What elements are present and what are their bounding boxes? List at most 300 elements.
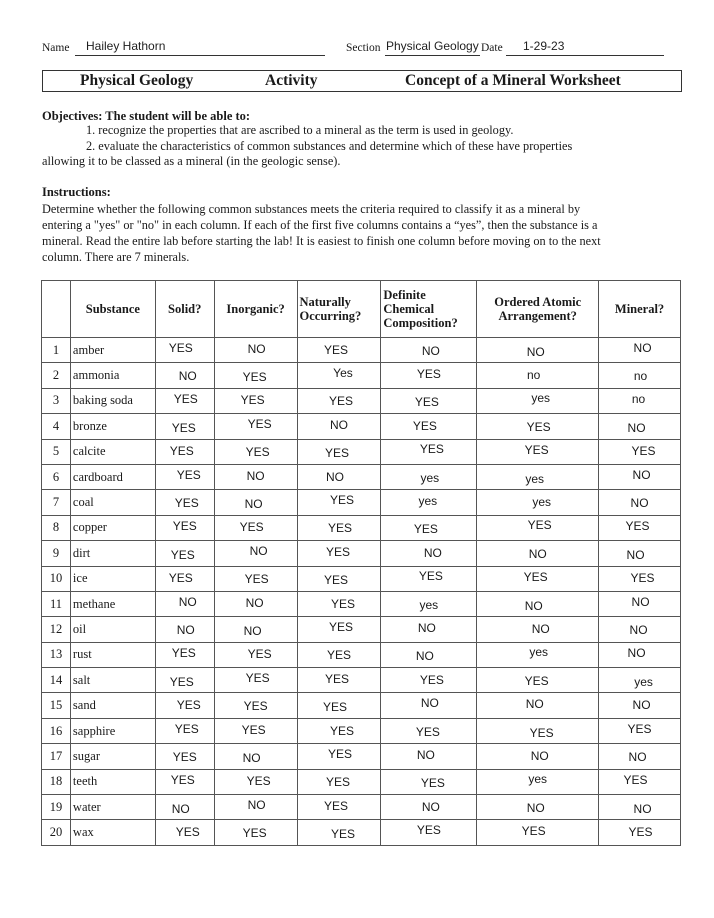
answer-solid: YES (168, 571, 193, 586)
answer-naturally-occurring: Yes (333, 366, 353, 381)
answer-cell-naturally-occurring[interactable] (297, 363, 381, 388)
answer-solid: YES (170, 547, 195, 562)
answer-cell-mineral[interactable] (599, 820, 681, 845)
answer-cell-definite-composition[interactable] (381, 718, 477, 743)
answer-cell-solid[interactable] (155, 439, 214, 464)
row-number: 20 (42, 820, 71, 845)
answer-inorganic: NO (244, 497, 263, 512)
answer-cell-mineral[interactable] (599, 591, 681, 616)
answer-cell-inorganic[interactable] (214, 414, 297, 439)
answer-cell-inorganic[interactable] (214, 617, 297, 642)
answer-definite-composition: NO (415, 649, 434, 664)
answer-inorganic: YES (247, 647, 272, 662)
answer-definite-composition: yes (420, 470, 440, 485)
answer-cell-ordered-arrangement[interactable] (477, 464, 599, 489)
answer-cell-inorganic[interactable] (214, 668, 297, 693)
answer-ordered-arrangement: NO (525, 697, 544, 712)
answer-inorganic: YES (246, 774, 271, 789)
table-row (42, 642, 681, 667)
answer-naturally-occurring: YES (326, 648, 351, 663)
answer-cell-definite-composition[interactable] (381, 464, 477, 489)
substance-name: wax (70, 820, 155, 845)
answer-cell-naturally-occurring[interactable] (297, 388, 381, 413)
answer-cell-definite-composition[interactable] (381, 414, 477, 439)
answer-ordered-arrangement: NO (526, 344, 545, 359)
answer-cell-mineral[interactable] (599, 668, 681, 693)
answer-solid: NO (178, 369, 197, 384)
answer-inorganic: YES (242, 370, 267, 385)
answer-mineral: NO (630, 496, 649, 511)
table-row (42, 769, 681, 794)
instructions-line-3: mineral. Read the entire lab before starting the lab! It is easiest to finish one column before moving on to the next (42, 234, 601, 248)
header-inorganic: Inorganic? (214, 281, 297, 338)
answer-naturally-occurring: YES (322, 700, 347, 715)
answer-mineral: NO (626, 547, 645, 562)
substance-name: teeth (70, 769, 155, 794)
answer-definite-composition: NO (420, 696, 439, 711)
answer-ordered-arrangement: YES (521, 824, 546, 839)
answer-cell-inorganic[interactable] (214, 388, 297, 413)
row-number: 4 (42, 414, 71, 439)
row-number: 16 (42, 718, 71, 743)
answer-cell-ordered-arrangement[interactable] (477, 363, 599, 388)
answer-cell-ordered-arrangement[interactable] (477, 820, 599, 845)
answer-cell-mineral[interactable] (599, 718, 681, 743)
answer-solid: NO (171, 801, 190, 816)
substance-name: sand (70, 693, 155, 718)
answer-cell-definite-composition[interactable] (381, 617, 477, 642)
answer-cell-solid[interactable] (155, 744, 214, 769)
answer-cell-definite-composition[interactable] (381, 668, 477, 693)
answer-cell-ordered-arrangement[interactable] (477, 744, 599, 769)
answer-mineral: NO (628, 749, 647, 764)
table-body (42, 338, 681, 846)
answer-naturally-occurring: NO (329, 417, 348, 432)
title-course: Physical Geology (80, 72, 194, 89)
answer-cell-mineral[interactable] (599, 464, 681, 489)
answer-cell-ordered-arrangement[interactable] (477, 795, 599, 820)
answer-cell-definite-composition[interactable] (381, 591, 477, 616)
answer-cell-naturally-occurring[interactable] (297, 439, 381, 464)
row-number: 6 (42, 464, 71, 489)
answer-ordered-arrangement: YES (523, 570, 548, 585)
answer-cell-naturally-occurring[interactable] (297, 820, 381, 845)
table-row (42, 820, 681, 845)
answer-naturally-occurring: YES (330, 596, 355, 611)
answer-cell-solid[interactable] (155, 338, 214, 363)
answer-cell-ordered-arrangement[interactable] (477, 668, 599, 693)
answer-definite-composition: YES (420, 776, 445, 791)
answer-definite-composition: YES (412, 418, 437, 433)
row-number: 13 (42, 642, 71, 667)
answer-solid: YES (175, 825, 200, 840)
table-row (42, 541, 681, 566)
row-number: 5 (42, 439, 71, 464)
answer-naturally-occurring: YES (329, 723, 354, 738)
answer-inorganic: YES (241, 722, 266, 737)
answer-inorganic: YES (243, 699, 268, 714)
answer-inorganic: NO (247, 797, 266, 812)
answer-mineral: YES (623, 773, 648, 788)
substance-name: ice (70, 566, 155, 591)
answer-cell-definite-composition[interactable] (381, 490, 477, 515)
instructions-line-1: Determine whether the following common substances meets the criteria required to classify it as a mineral by (42, 202, 581, 216)
answer-naturally-occurring: NO (325, 469, 344, 484)
answer-cell-inorganic[interactable] (214, 566, 297, 591)
substance-name: salt (70, 668, 155, 693)
substance-name: baking soda (70, 388, 155, 413)
answer-cell-mineral[interactable] (599, 414, 681, 439)
answer-solid: YES (174, 496, 199, 511)
header-definite-composition: Definite Chemical Composition? (381, 281, 477, 338)
answer-inorganic: NO (247, 341, 266, 356)
answer-cell-solid[interactable] (155, 642, 214, 667)
answer-cell-naturally-occurring[interactable] (297, 668, 381, 693)
answer-mineral: NO (633, 801, 652, 816)
answer-definite-composition: YES (413, 522, 438, 537)
answer-inorganic: YES (247, 416, 272, 431)
row-number: 15 (42, 693, 71, 718)
answer-inorganic: NO (245, 595, 264, 610)
header-naturally-occurring: Naturally Occurring? (297, 281, 381, 338)
row-number: 12 (42, 617, 71, 642)
answer-solid: YES (172, 749, 197, 764)
answer-cell-definite-composition[interactable] (381, 693, 477, 718)
instructions-heading: Instructions: (42, 185, 111, 199)
answer-ordered-arrangement: yes (528, 772, 548, 787)
answer-cell-mineral[interactable] (599, 439, 681, 464)
answer-mineral: NO (631, 594, 650, 609)
answer-cell-ordered-arrangement[interactable] (477, 414, 599, 439)
answer-mineral: NO (632, 698, 651, 713)
table-row (42, 338, 681, 363)
answer-cell-definite-composition[interactable] (381, 541, 477, 566)
answer-cell-ordered-arrangement[interactable] (477, 388, 599, 413)
answer-cell-solid[interactable] (155, 820, 214, 845)
answer-naturally-occurring: YES (328, 394, 353, 409)
answer-mineral: NO (627, 420, 646, 435)
answer-inorganic: NO (242, 750, 261, 765)
answer-cell-mineral[interactable] (599, 744, 681, 769)
answer-mineral: YES (625, 519, 650, 534)
answer-cell-ordered-arrangement[interactable] (477, 642, 599, 667)
answer-cell-inorganic[interactable] (214, 464, 297, 489)
answer-solid: YES (169, 674, 194, 689)
answer-cell-ordered-arrangement[interactable] (477, 515, 599, 540)
answer-naturally-occurring: YES (325, 775, 350, 790)
answer-cell-mineral[interactable] (599, 769, 681, 794)
answer-definite-composition: YES (415, 724, 440, 739)
name-field[interactable]: Hailey Hathorn (86, 39, 166, 53)
table-row (42, 591, 681, 616)
answer-definite-composition: YES (416, 367, 441, 382)
answer-cell-solid[interactable] (155, 617, 214, 642)
row-number: 19 (42, 795, 71, 820)
answer-cell-inorganic[interactable] (214, 642, 297, 667)
answer-naturally-occurring: YES (327, 521, 352, 536)
answer-cell-naturally-occurring[interactable] (297, 617, 381, 642)
answer-inorganic: YES (245, 670, 270, 685)
table-row (42, 566, 681, 591)
answer-solid: YES (171, 420, 196, 435)
answer-cell-mineral[interactable] (599, 617, 681, 642)
answer-cell-ordered-arrangement[interactable] (477, 769, 599, 794)
answer-cell-definite-composition[interactable] (381, 363, 477, 388)
answer-cell-solid[interactable] (155, 693, 214, 718)
answer-cell-solid[interactable] (155, 388, 214, 413)
answer-inorganic: NO (249, 543, 268, 558)
objectives-heading: Objectives: The student will be able to: (42, 109, 251, 123)
answer-cell-inorganic[interactable] (214, 718, 297, 743)
answer-cell-inorganic[interactable] (214, 744, 297, 769)
answer-cell-solid[interactable] (155, 795, 214, 820)
answer-solid: YES (170, 773, 195, 788)
answer-mineral: YES (628, 825, 653, 840)
answer-cell-naturally-occurring[interactable] (297, 515, 381, 540)
answer-cell-inorganic[interactable] (214, 439, 297, 464)
row-number: 1 (42, 338, 71, 363)
answer-definite-composition: YES (418, 569, 443, 584)
title-worksheet: Concept of a Mineral Worksheet (405, 72, 621, 89)
instructions-line-4: column. There are 7 minerals. (42, 250, 190, 264)
answer-cell-definite-composition[interactable] (381, 515, 477, 540)
answer-solid: YES (176, 698, 201, 713)
answer-naturally-occurring: YES (329, 493, 354, 508)
answer-cell-naturally-occurring[interactable] (297, 642, 381, 667)
answer-cell-mineral[interactable] (599, 515, 681, 540)
answer-cell-mineral[interactable] (599, 490, 681, 515)
answer-ordered-arrangement: NO (530, 748, 549, 763)
answer-cell-naturally-occurring[interactable] (297, 693, 381, 718)
answer-definite-composition: YES (414, 395, 439, 410)
substance-name: amber (70, 338, 155, 363)
answer-cell-inorganic[interactable] (214, 591, 297, 616)
substance-name: calcite (70, 439, 155, 464)
answer-cell-inorganic[interactable] (214, 820, 297, 845)
answer-solid: NO (176, 622, 195, 637)
answer-cell-ordered-arrangement[interactable] (477, 617, 599, 642)
name-label: Name (42, 42, 70, 54)
date-field[interactable]: 1-29-23 (523, 39, 565, 53)
table-row (42, 388, 681, 413)
answer-cell-naturally-occurring[interactable] (297, 464, 381, 489)
answer-cell-naturally-occurring[interactable] (297, 566, 381, 591)
answer-cell-naturally-occurring[interactable] (297, 414, 381, 439)
answer-mineral: YES (627, 721, 652, 736)
answer-cell-mineral[interactable] (599, 338, 681, 363)
answer-ordered-arrangement: YES (526, 419, 551, 434)
substance-name: ammonia (70, 363, 155, 388)
answer-inorganic: NO (243, 623, 262, 638)
answer-cell-ordered-arrangement[interactable] (477, 718, 599, 743)
answer-cell-inorganic[interactable] (214, 769, 297, 794)
row-number: 7 (42, 490, 71, 515)
answer-naturally-occurring: YES (323, 573, 348, 588)
answer-naturally-occurring: YES (324, 446, 349, 461)
answer-mineral: NO (627, 646, 646, 661)
answer-mineral: NO (629, 622, 648, 637)
answer-cell-definite-composition[interactable] (381, 388, 477, 413)
answer-cell-ordered-arrangement[interactable] (477, 591, 599, 616)
answer-solid: YES (171, 646, 196, 661)
answer-solid: YES (169, 444, 194, 459)
answer-cell-definite-composition[interactable] (381, 566, 477, 591)
header-mineral: Mineral? (599, 281, 681, 338)
answer-cell-definite-composition[interactable] (381, 338, 477, 363)
row-number: 8 (42, 515, 71, 540)
objective-1: 1. recognize the properties that are ascribed to a mineral as the term is used in geology. (86, 123, 514, 137)
header-solid: Solid? (155, 281, 214, 338)
answer-cell-solid[interactable] (155, 414, 214, 439)
answer-definite-composition: yes (418, 494, 438, 509)
answer-definite-composition: NO (416, 747, 435, 762)
answer-mineral: YES (631, 444, 656, 459)
answer-inorganic: YES (245, 445, 270, 460)
answer-ordered-arrangement: YES (524, 443, 549, 458)
answer-ordered-arrangement: NO (528, 546, 547, 561)
answer-ordered-arrangement: NO (526, 800, 545, 815)
substance-name: methane (70, 591, 155, 616)
answer-mineral: NO (633, 340, 652, 355)
answer-cell-solid[interactable] (155, 566, 214, 591)
answer-cell-inorganic[interactable] (214, 363, 297, 388)
row-number: 2 (42, 363, 71, 388)
section-label: Section (346, 42, 381, 54)
table-row (42, 515, 681, 540)
answer-solid: YES (174, 721, 199, 736)
answer-cell-solid[interactable] (155, 769, 214, 794)
objective-2: 2. evaluate the characteristics of common substances and determine which of these have properties (86, 139, 573, 153)
answer-cell-inorganic[interactable] (214, 693, 297, 718)
answer-naturally-occurring: YES (323, 342, 348, 357)
answer-definite-composition: NO (421, 799, 440, 814)
answer-cell-solid[interactable] (155, 541, 214, 566)
mineral-table (41, 280, 681, 846)
answer-cell-mineral[interactable] (599, 795, 681, 820)
answer-cell-solid[interactable] (155, 591, 214, 616)
substance-name: rust (70, 642, 155, 667)
answer-definite-composition: NO (421, 343, 440, 358)
answer-naturally-occurring: YES (325, 544, 350, 559)
answer-definite-composition: YES (419, 442, 444, 457)
answer-mineral: no (633, 369, 648, 384)
answer-ordered-arrangement: yes (532, 495, 552, 510)
answer-cell-naturally-occurring[interactable] (297, 795, 381, 820)
answer-cell-mineral[interactable] (599, 642, 681, 667)
answer-ordered-arrangement: no (527, 368, 541, 383)
answer-cell-definite-composition[interactable] (381, 744, 477, 769)
answer-solid: NO (178, 594, 197, 609)
answer-cell-ordered-arrangement[interactable] (477, 490, 599, 515)
answer-cell-naturally-occurring[interactable] (297, 769, 381, 794)
answer-cell-naturally-occurring[interactable] (297, 718, 381, 743)
table-row (42, 464, 681, 489)
answer-naturally-occurring: YES (327, 746, 352, 761)
answer-cell-mineral[interactable] (599, 363, 681, 388)
answer-ordered-arrangement: yes (529, 645, 549, 660)
section-field[interactable]: Physical Geology (386, 39, 479, 53)
answer-cell-mineral[interactable] (599, 388, 681, 413)
row-number: 3 (42, 388, 71, 413)
table-row (42, 617, 681, 642)
answer-inorganic: YES (242, 826, 267, 841)
answer-cell-mineral[interactable] (599, 693, 681, 718)
answer-cell-definite-composition[interactable] (381, 642, 477, 667)
answer-naturally-occurring: YES (323, 798, 348, 813)
answer-cell-mineral[interactable] (599, 566, 681, 591)
substance-name: cardboard (70, 464, 155, 489)
answer-definite-composition: YES (416, 823, 441, 838)
answer-cell-naturally-occurring[interactable] (297, 744, 381, 769)
header-ordered-arrangement: Ordered Atomic Arrangement? (477, 281, 599, 338)
answer-cell-ordered-arrangement[interactable] (477, 566, 599, 591)
date-underline (506, 55, 664, 56)
answer-cell-ordered-arrangement[interactable] (477, 541, 599, 566)
substance-name: bronze (70, 414, 155, 439)
answer-cell-ordered-arrangement[interactable] (477, 693, 599, 718)
answer-cell-solid[interactable] (155, 515, 214, 540)
answer-ordered-arrangement: YES (529, 725, 554, 740)
answer-solid: YES (168, 340, 193, 355)
substance-name: coal (70, 490, 155, 515)
answer-mineral: NO (632, 467, 651, 482)
substance-name: sugar (70, 744, 155, 769)
answer-cell-definite-composition[interactable] (381, 795, 477, 820)
substance-name: sapphire (70, 718, 155, 743)
answer-cell-solid[interactable] (155, 464, 214, 489)
answer-cell-solid[interactable] (155, 668, 214, 693)
answer-definite-composition: YES (419, 672, 444, 687)
answer-cell-inorganic[interactable] (214, 541, 297, 566)
answer-naturally-occurring: YES (330, 827, 355, 842)
answer-solid: YES (176, 467, 201, 482)
answer-cell-solid[interactable] (155, 490, 214, 515)
row-number: 9 (42, 541, 71, 566)
table-row (42, 693, 681, 718)
answer-solid: YES (172, 519, 197, 534)
objective-2-cont: allowing it to be classed as a mineral (in the geologic sense). (42, 154, 341, 168)
answer-cell-solid[interactable] (155, 718, 214, 743)
answer-cell-inorganic[interactable] (214, 338, 297, 363)
table-row (42, 439, 681, 464)
answer-cell-ordered-arrangement[interactable] (477, 338, 599, 363)
answer-cell-definite-composition[interactable] (381, 439, 477, 464)
title-activity: Activity (265, 72, 318, 89)
answer-ordered-arrangement: YES (524, 673, 549, 688)
answer-cell-ordered-arrangement[interactable] (477, 439, 599, 464)
answer-cell-naturally-occurring[interactable] (297, 541, 381, 566)
answer-ordered-arrangement: NO (531, 621, 550, 636)
section-underline (385, 55, 480, 56)
answer-cell-definite-composition[interactable] (381, 769, 477, 794)
answer-definite-composition: NO (423, 545, 442, 560)
substance-name: dirt (70, 541, 155, 566)
answer-cell-definite-composition[interactable] (381, 820, 477, 845)
substance-name: copper (70, 515, 155, 540)
answer-cell-solid[interactable] (155, 363, 214, 388)
answer-cell-inorganic[interactable] (214, 490, 297, 515)
table-row (42, 744, 681, 769)
answer-cell-inorganic[interactable] (214, 795, 297, 820)
answer-mineral: yes (634, 674, 653, 689)
answer-cell-naturally-occurring[interactable] (297, 338, 381, 363)
answer-cell-naturally-occurring[interactable] (297, 591, 381, 616)
answer-cell-mineral[interactable] (599, 541, 681, 566)
answer-cell-naturally-occurring[interactable] (297, 490, 381, 515)
answer-cell-inorganic[interactable] (214, 515, 297, 540)
answer-mineral: no (631, 392, 646, 407)
answer-inorganic: YES (244, 572, 269, 587)
